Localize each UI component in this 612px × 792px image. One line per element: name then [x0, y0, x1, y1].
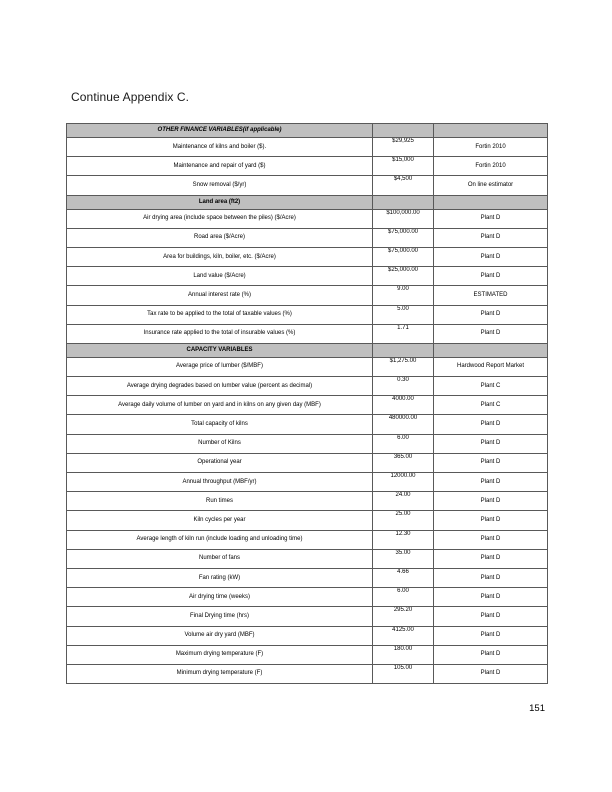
row-description: Average daily volume of lumber on yard and in kilns on any given day (MBF)	[67, 396, 373, 415]
page-number: 151	[529, 703, 545, 714]
row-description: Kiln cycles per year	[67, 511, 373, 530]
section-header-empty-cell	[434, 124, 548, 138]
row-value: $1,275.00	[373, 357, 434, 376]
table-row	[67, 607, 548, 626]
row-description: Snow removal ($/yr)	[67, 176, 373, 195]
row-source: Plant D	[434, 228, 548, 247]
section-header-empty-cell	[434, 343, 548, 357]
row-source: Plant D	[434, 626, 548, 645]
row-description: Fan rating (kW)	[67, 568, 373, 587]
table-row	[67, 568, 548, 587]
row-description: Insurance rate applied to the total of insurable values (%)	[67, 324, 373, 343]
row-source: Plant D	[434, 267, 548, 286]
row-value: 4000.00	[373, 396, 434, 415]
row-value: 6.00	[373, 434, 434, 453]
row-source: Plant D	[434, 415, 548, 434]
table-row	[67, 511, 548, 530]
row-value: 365.00	[373, 453, 434, 472]
row-description: Average price of lumber ($/MBF)	[67, 357, 373, 376]
table-row	[67, 247, 548, 266]
table-row	[67, 492, 548, 511]
table-row	[67, 530, 548, 549]
table-row	[67, 434, 548, 453]
row-value: $75,000.00	[373, 247, 434, 266]
variables-table	[66, 123, 548, 684]
table-row	[67, 377, 548, 396]
section-header-row	[67, 124, 548, 138]
table-row	[67, 157, 548, 176]
table-body	[67, 124, 548, 684]
row-description: Operational year	[67, 453, 373, 472]
row-source: Plant C	[434, 377, 548, 396]
row-description: Number of Kilns	[67, 434, 373, 453]
table-row	[67, 415, 548, 434]
row-description: Annual interest rate (%)	[67, 286, 373, 305]
page-title: Continue Appendix C.	[71, 90, 190, 104]
row-value: 6.00	[373, 588, 434, 607]
table-row	[67, 626, 548, 645]
row-value: 4.66	[373, 568, 434, 587]
row-value: 12.30	[373, 530, 434, 549]
table-row	[67, 138, 548, 157]
table-row	[67, 453, 548, 472]
row-description: Volume air dry yard (MBF)	[67, 626, 373, 645]
row-source: ESTIMATED	[434, 286, 548, 305]
row-value: 105.00	[373, 664, 434, 683]
row-description: Maximum drying temperature (F)	[67, 645, 373, 664]
row-source: Hardwood Report Market	[434, 357, 548, 376]
row-value: 35.00	[373, 549, 434, 568]
row-description: Annual throughput (MBF/yr)	[67, 473, 373, 492]
section-header-label: CAPACITY VARIABLES	[67, 343, 373, 357]
row-value: 24.00	[373, 492, 434, 511]
row-source: Plant D	[434, 434, 548, 453]
table-row	[67, 664, 548, 683]
row-source: Plant D	[434, 209, 548, 228]
section-header-empty-cell	[373, 343, 434, 357]
row-source: Plant D	[434, 549, 548, 568]
row-description: Number of fans	[67, 549, 373, 568]
row-description: Tax rate to be applied to the total of taxable values (%)	[67, 305, 373, 324]
row-value: 4125.00	[373, 626, 434, 645]
row-source: Plant D	[434, 588, 548, 607]
row-description: Maintenance and repair of yard ($)	[67, 157, 373, 176]
row-source: Plant D	[434, 324, 548, 343]
row-value: 12000.00	[373, 473, 434, 492]
row-source: Plant D	[434, 305, 548, 324]
section-header-label: OTHER FINANCE VARIABLES(if applicable)	[67, 124, 373, 138]
row-source: Plant C	[434, 396, 548, 415]
table-row	[67, 305, 548, 324]
row-value: 480000.00	[373, 415, 434, 434]
row-value: 180.00	[373, 645, 434, 664]
row-source: Plant D	[434, 664, 548, 683]
table-row	[67, 228, 548, 247]
row-source: Plant D	[434, 511, 548, 530]
row-description: Maintenance of kilns and boiler ($).	[67, 138, 373, 157]
table-row	[67, 473, 548, 492]
row-source: Plant D	[434, 645, 548, 664]
row-source: Plant D	[434, 607, 548, 626]
row-description: Minimum drying temperature (F)	[67, 664, 373, 683]
row-value: 9.00	[373, 286, 434, 305]
table-row	[67, 267, 548, 286]
row-source: Plant D	[434, 568, 548, 587]
table-row	[67, 209, 548, 228]
section-header-empty-cell	[373, 195, 434, 209]
row-source: Plant D	[434, 247, 548, 266]
table-row	[67, 645, 548, 664]
row-value: $100,000.00	[373, 209, 434, 228]
row-value: $75,000.00	[373, 228, 434, 247]
row-source: Plant D	[434, 453, 548, 472]
row-description: Average length of kiln run (include loading and unloading time)	[67, 530, 373, 549]
section-header-empty-cell	[373, 124, 434, 138]
row-source: On line estimator	[434, 176, 548, 195]
row-value: $25,000.00	[373, 267, 434, 286]
row-value: 295.20	[373, 607, 434, 626]
section-header-empty-cell	[434, 195, 548, 209]
row-source: Plant D	[434, 473, 548, 492]
table-row	[67, 357, 548, 376]
table-row	[67, 396, 548, 415]
row-value: $29,925	[373, 138, 434, 157]
row-value: $4,500	[373, 176, 434, 195]
row-value: 1.71	[373, 324, 434, 343]
table-row	[67, 176, 548, 195]
row-value: 5.00	[373, 305, 434, 324]
row-description: Run times	[67, 492, 373, 511]
row-description: Total capacity of kilns	[67, 415, 373, 434]
section-header-row	[67, 195, 548, 209]
table-row	[67, 324, 548, 343]
table-row	[67, 588, 548, 607]
row-source: Fortin 2010	[434, 157, 548, 176]
row-source: Fortin 2010	[434, 138, 548, 157]
row-value: 25.00	[373, 511, 434, 530]
table-row	[67, 549, 548, 568]
row-value: 0.30	[373, 377, 434, 396]
row-description: Final Drying time (hrs)	[67, 607, 373, 626]
row-description: Area for buildings, kiln, boiler, etc. ($/Acre)	[67, 247, 373, 266]
row-value: $15,000	[373, 157, 434, 176]
row-source: Plant D	[434, 530, 548, 549]
row-description: Road area ($/Acre)	[67, 228, 373, 247]
section-header-label: Land area (ft2)	[67, 195, 373, 209]
row-description: Air drying area (include space between the piles) ($/Acre)	[67, 209, 373, 228]
section-header-row	[67, 343, 548, 357]
table-row	[67, 286, 548, 305]
row-description: Land value ($/Acre)	[67, 267, 373, 286]
row-source: Plant D	[434, 492, 548, 511]
row-description: Average drying degrades based on lumber value (percent as decimal)	[67, 377, 373, 396]
row-description: Air drying time (weeks)	[67, 588, 373, 607]
